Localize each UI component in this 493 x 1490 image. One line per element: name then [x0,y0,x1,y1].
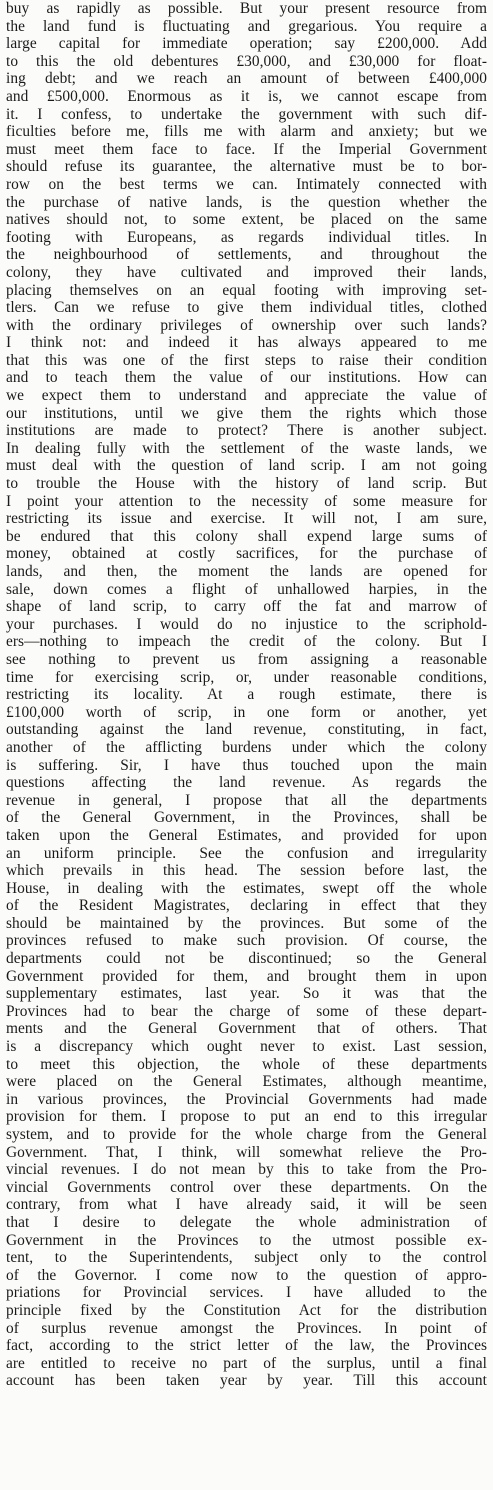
text-line: supplementary estimates, last year. So it was that the [6,985,487,1003]
text-line: account has been taken year by year. Till this account [6,1372,487,1390]
text-line: system, and to provide for the whole charge from the General [6,1126,487,1143]
text-line: contrary, from what I have already said, it will be seen [6,1196,487,1214]
text-line: footing with Europeans, as regards individual titles. In [6,228,487,246]
text-line: is a discrepancy which ought never to exist. Last session, [6,1038,487,1056]
text-line: I think not: and indeed it has always appeared to me [6,334,487,352]
text-line: the purchase of native lands, is the question whether the [6,193,487,211]
text-line: row on the best terms we can. Intimately connected with [6,175,487,193]
text-line: provision for them. I propose to put an end to this irregular [6,1108,487,1126]
text-line: of the Governor. I come now to the question of appro- [6,1266,487,1284]
text-line: with the ordinary privileges of ownership over such lands? [6,316,487,334]
text-line: of surplus revenue amongst the Provinces. In point of [6,1319,487,1337]
text-line: it. I confess, to undertake the government with such dif- [6,105,487,123]
text-line: of the Resident Magistrates, declaring in effect that they [6,897,487,915]
text-line: lands, and then, the moment the lands are opened for [6,563,487,580]
text-line: of the General Government, in the Provinces, shall be [6,809,487,827]
text-line: are entitled to receive no part of the surplus, until a final [6,1354,487,1372]
text-line: outstanding against the land revenue, constituting, in fact, [6,721,487,739]
text-line: ing debt; and we reach an amount of between £400,000 [6,70,487,88]
text-line: in various provinces, the Provincial Governments had made [6,1090,487,1108]
text-line: principle fixed by the Constitution Act for the distribution [6,1301,487,1319]
text-line: that I desire to delegate the whole administration of [6,1213,487,1231]
text-line: vincial revenues. I do not mean by this to take from the Pro- [6,1161,487,1179]
text-line: our institutions, until we give them the rights which those [6,404,487,422]
text-line: priations for Provincial services. I have alluded to the [6,1284,487,1302]
text-line: Government provided for them, and brought them in upon [6,967,487,985]
text-line: restricting its issue and exercise. It will not, I am sure, [6,510,487,528]
text-line: and to teach them the value of our institutions. How can [6,369,487,387]
text-line: money, obtained at costly sacrifices, for the purchase of [6,545,487,563]
text-line: ficulties before me, fills me with alarm and anxiety; but we [6,123,487,141]
text-line: were placed on the General Estimates, although meantime, [6,1073,487,1091]
text-line: questions affecting the land revenue. As regards the [6,774,487,792]
text-line: tent, to the Superintendents, subject only to the control [6,1249,487,1267]
text-line: placing themselves on an equal footing with improving set- [6,281,487,299]
text-line: should be maintained by the provinces. But some of the [6,914,487,932]
text-line: House, in dealing with the estimates, swept off the whole [6,879,487,897]
text-line: ers—nothing to impeach the credit of the colony. But I [6,633,487,651]
text-line: colony, they have cultivated and improved their lands, [6,263,487,281]
text-line: the land fund is fluctuating and gregarious. You require a [6,17,487,35]
text-line: revenue in general, I propose that all the departments [6,791,487,809]
text-line: vincial Governments control over these departments. On the [6,1178,487,1196]
text-line: must meet them face to face. If the Imperial Government [6,140,487,158]
text-line: £100,000 worth of scrip, in one form or another, yet [6,703,487,721]
text-line: another of the afflicting burdens under which the colony [6,738,487,756]
text-line: departments could not be discontinued; so the General [6,950,487,968]
text-line: Provinces had to bear the charge of some of these depart- [6,1002,487,1020]
text-line: we expect them to understand and appreciate the value of [6,387,487,405]
text-line: the neighbourhood of settlements, and throughout the [6,246,487,264]
text-line: ments and the General Government that of others. That [6,1020,487,1038]
text-line: tlers. Can we refuse to give them individual titles, clothed [6,299,487,317]
text-line: to meet this objection, the whole of these departments [6,1055,487,1073]
text-line: is suffering. Sir, I have thus touched upon the main [6,756,487,774]
text-line: restricting its locality. At a rough estimate, there is [6,686,487,704]
text-line: see nothing to prevent us from assigning a reasonable [6,650,487,668]
text-line: In dealing fully with the settlement of the waste lands, we [6,439,487,457]
text-line: that this was one of the first steps to raise their condition [6,351,487,369]
text-line: to this the old debentures £30,000, and £30,000 for float- [6,52,487,70]
text-line: time for exercising scrip, or, under reasonable conditions, [6,668,487,686]
text-line: be endured that this colony shall expend large sums of [6,527,487,545]
text-line: taken upon the General Estimates, and provided for upon [6,826,487,844]
text-line: I point your attention to the necessity of some measure for [6,492,487,510]
text-line: Government in the Provinces to the utmost possible ex- [6,1231,487,1249]
text-column [6,0,487,1390]
text-line: fact, according to the strict letter of the law, the Provinces [6,1337,487,1355]
text-line: buy as rapidly as possible. But your present resource from [6,0,487,17]
text-line: should refuse its guarantee, the alternative must be to bor- [6,158,487,176]
text-line: sale, down comes a flight of unhallowed harpies, in the [6,580,487,598]
text-line: large capital for immediate operation; say £200,000. Add [6,35,487,53]
text-line: must deal with the question of land scrip. I am not going [6,457,487,475]
text-line: and £500,000. Enormous as it is, we cannot escape from [6,87,487,105]
text-line: which prevails in this head. The session before last, the [6,862,487,880]
text-line: to trouble the House with the history of land scrip. But [6,475,487,493]
text-line: your purchases. I would do no injustice to the scriphold- [6,615,487,633]
text-line: provinces refused to make such provision. Of course, the [6,932,487,950]
text-line: shape of land scrip, to carry off the fat and marrow of [6,598,487,616]
text-line: institutions are made to protect? There is another subject. [6,422,487,440]
text-line: an uniform principle. See the confusion and irregularity [6,844,487,862]
text-line: Government. That, I think, will somewhat relieve the Pro- [6,1143,487,1161]
text-line: natives should not, to some extent, be placed on the same [6,211,487,229]
